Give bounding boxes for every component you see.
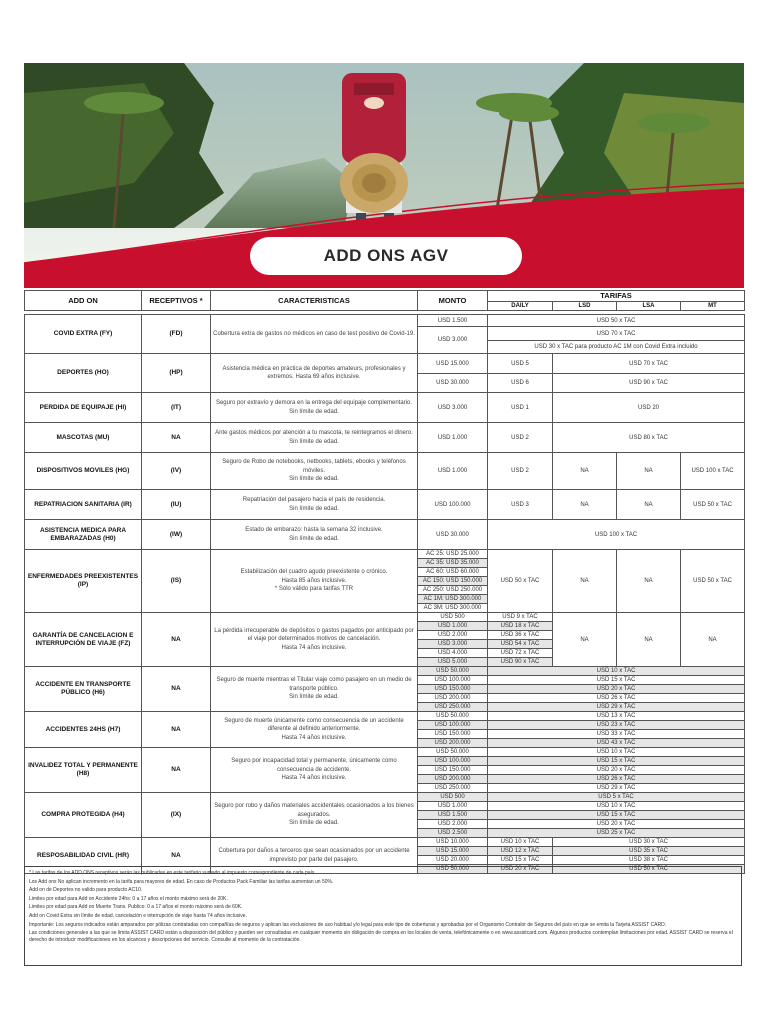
addon-name: COMPRA PROTEGIDA (H4) [25,793,142,838]
daily-cell: USD 10 x TAC [488,838,553,847]
lsd-cell: NA [553,613,617,667]
addon-description: Seguro por incapacidad total y permanente, únicamente como consecuencia de accidente. Hasta 74 años inclusive. [211,748,418,793]
monto-cell: USD 50.000 [418,865,488,874]
monto-cell: AC 250: USD 250.000 [418,586,488,595]
daily-cell: USD 50 x TAC [488,550,553,613]
tarifa-cell: USD 38 x TAC [553,856,745,865]
table-row [25,354,745,374]
monto-cell: AC 25: USD 25.000 [418,550,488,559]
monto-cell: USD 50.000 [418,748,488,757]
addon-description: Asistencia médica en práctica de deportes amateurs, profesionales y extremos. Hasta 69 años inclusive. [211,354,418,393]
daily-cell: USD 9 x TAC [488,613,553,622]
monto-cell: USD 100.000 [418,757,488,766]
note: Las condiciones generales a las que se limita ASSIST CARD están a disposición del público y pueden ser consultadas en cualquier momento sin obligación de compra en los locales de venta, telefónicamente o en www.assistcard.com. Algunos productos contemplan limitaciones por edad. ASSIST CARD se reserva el derecho de introducir modificaciones en los alcances y descripciones del servicio. Consulte al momento de la contratación. [29,930,733,943]
table-row [25,393,745,423]
col-header-lsd: LSD [553,302,617,311]
hero-banner [24,63,744,288]
monto-cell: USD 100.000 [418,676,488,685]
daily-cell: USD 12 x TAC [488,847,553,856]
monto-cell: AC 60: USD 60.000 [418,568,488,577]
monto-cell: USD 2.000 [418,820,488,829]
tarifa-cell: USD 15 x TAC [488,676,745,685]
monto-cell: USD 100.000 [418,721,488,730]
addon-description: Estado de embarazo: hasta la semana 32 inclusive. Sin límite de edad. [211,520,418,550]
monto-cell: USD 150.000 [418,685,488,694]
mt-cell: USD 100 x TAC [681,453,745,490]
addon-code: NA [142,423,211,453]
monto-cell: USD 200.000 [418,739,488,748]
monto-cell: USD 5.000 [418,658,488,667]
col-header-daily: DAILY [488,302,553,311]
tarifa-cell: USD 15 x TAC [488,757,745,766]
tarifa-cell: USD 70 x TAC [553,354,745,374]
tarifa-cell: USD 10 x TAC [488,748,745,757]
daily-cell: USD 3 [488,490,553,520]
table-row [25,838,745,847]
note: Importante: Los seguros indicados están amparados por pólizas contratadas con compañías de seguros y aplican las exclusiones de uso habitual y/o legal para este tipo de coberturas y aprobadas por el Organismo Contralor de Seguros del país en que se emita la Tarjeta ASSIST CARD. [29,921,667,928]
monto-cell: USD 3.000 [418,393,488,423]
addon-name: COVID EXTRA (FY) [25,315,142,354]
table-row [25,667,745,676]
col-header-mt: MT [681,302,745,311]
addon-name: ENFERMEDADES PREEXISTENTES (IP) [25,550,142,613]
addon-code: (IX) [142,793,211,838]
tarifa-cell: USD 80 x TAC [553,423,745,453]
monto-cell: USD 250.000 [418,784,488,793]
monto-cell: USD 30.000 [418,520,488,550]
tarifa-cell: USD 35 x TAC [553,847,745,856]
lsa-cell: NA [617,550,681,613]
addon-description: Seguro de muerte mientras el Titular viaje como pasajero en un medio de transporte público. Sin límite de edad. [211,667,418,712]
addon-code: NA [142,613,211,667]
monto-cell: USD 10.000 [418,838,488,847]
tarifa-cell: USD 23 x TAC [488,721,745,730]
monto-cell: USD 250.000 [418,703,488,712]
tarifa-cell: USD 43 x TAC [488,739,745,748]
addon-description: La pérdida irrecuperable de depósitos o gastos pagados por anticipado por el viaje por determinados motivos de cancelación. Hasta 74 años inclusive. [211,613,418,667]
addon-description: Estabilización del cuadro agudo preexistente o crónico. Hasta 85 años inclusive. * Sólo válido para tarifas TTR [211,550,418,613]
tarifa-cell: USD 50 x TAC [553,865,745,874]
addon-description: Seguro por extravío y demora en la entrega del equipaje complementario. Sin límite de edad. [211,393,418,423]
monto-cell: AC 3M: USD 300.000 [418,604,488,613]
monto-cell: AC 150: USD 150.000 [418,577,488,586]
mt-cell: NA [681,613,745,667]
table-row [25,550,745,559]
monto-cell: USD 1.000 [418,622,488,631]
tarifa-cell: USD 29 x TAC [488,703,745,712]
daily-cell: USD 5 [488,354,553,374]
daily-cell: USD 2 [488,423,553,453]
table-row [25,712,745,721]
monto-cell: USD 200.000 [418,775,488,784]
note: Los Add ons No aplican incremento en la tarifa para mayores de edad. En caso de Productos Pack Familiar las tarifas aumentan un 50%. [29,878,334,885]
daily-cell: USD 90 x TAC [488,658,553,667]
addon-name: INVALIDEZ TOTAL Y PERMANENTE (H8) [25,748,142,793]
tarifa-cell: USD 50 x TAC [488,315,745,327]
tarifa-cell: USD 20 x TAC [488,685,745,694]
addon-description: Cobertura por daños a terceros que sean ocasionados por un accidente imprevisto por parte del pasajero. [211,838,418,874]
monto-cell: USD 4.000 [418,649,488,658]
col-header-caracteristicas: CARACTERISTICAS [211,291,418,311]
note: Add on Covid Extra sin límite de edad, cancelación e interrupción de viaje hasta 74 años inclusive. [29,912,247,919]
note: Limites por edad para Add on Muerte Trans. Publico: 0 a 17 años el monto máximo será de 60K. [29,904,243,911]
tarifa-cell: USD 25 x TAC [488,829,745,838]
lsa-cell: NA [617,490,681,520]
add-ons-table [24,290,745,874]
addon-code: (IU) [142,490,211,520]
addon-code: (IS) [142,550,211,613]
monto-cell: USD 1.000 [418,802,488,811]
table-row [25,490,745,520]
daily-cell: USD 1 [488,393,553,423]
col-header-receptivos: RECEPTIVOS * [142,291,211,311]
monto-cell: USD 50.000 [418,712,488,721]
table-row [25,793,745,802]
lsd-cell: NA [553,453,617,490]
tarifa-cell: USD 70 x TAC [488,327,745,341]
monto-cell: USD 1.500 [418,811,488,820]
addon-description: Seguro de Robo de notebooks, netbooks, tablets, ebooks y teléfonos móviles. Sin límite de edad. [211,453,418,490]
tarifa-cell: USD 20 x TAC [488,820,745,829]
addon-name: ASISTENCIA MEDICA PARA EMBARAZADAS (H0) [25,520,142,550]
tarifa-cell: USD 30 x TAC para producto AC 1M con Covid Extra incluido [488,341,745,354]
addon-code: NA [142,838,211,874]
tarifa-cell: USD 5 x TAC [488,793,745,802]
addon-code: (IW) [142,520,211,550]
table-row [25,748,745,757]
note: Limites por edad para Add on Accidente 24hs: 0 a 17 años el monto máximo será de 20K. [29,895,228,902]
addon-description: Seguro de muerte únicamente como consecuencia de un accidente diferente al definido anteriormente. Hasta 74 años inclusive. [211,712,418,748]
addon-code: (HP) [142,354,211,393]
addon-name: MASCOTAS (MU) [25,423,142,453]
addon-code: (IT) [142,393,211,423]
monto-cell: USD 500 [418,793,488,802]
monto-cell: USD 100.000 [418,490,488,520]
addon-code: (FD) [142,315,211,354]
addon-name: ACCIDENTE EN TRANSPORTE PÚBLICO (H6) [25,667,142,712]
mt-cell: USD 50 x TAC [681,550,745,613]
monto-cell: USD 2.000 [418,631,488,640]
mt-cell: USD 50 x TAC [681,490,745,520]
addon-description: Ante gastos médicos por atención a tu mascota, te reintegramos el dinero. Sin límite de edad. [211,423,418,453]
table-row [25,613,745,622]
lsa-cell: NA [617,453,681,490]
tarifa-cell: USD 26 x TAC [488,694,745,703]
tarifa-cell: USD 10 x TAC [488,667,745,676]
tarifa-cell: USD 15 x TAC [488,811,745,820]
monto-cell: USD 2.500 [418,829,488,838]
monto-cell: USD 3.000 [418,327,488,354]
monto-cell: USD 1.000 [418,453,488,490]
tarifa-cell: USD 90 x TAC [553,374,745,393]
monto-cell: USD 200.000 [418,694,488,703]
note: Add on de Deportes no valido para producto AC10. [29,887,143,894]
col-header-lsa: LSA [617,302,681,311]
tarifa-cell: USD 10 x TAC [488,802,745,811]
addon-description: Seguro por robo y daños materiales accidentales ocasionados a los bienes asegurados. Sin límite de edad. [211,793,418,838]
col-header-tarifas: TARIFAS [488,291,745,302]
addon-name: DEPORTES (HO) [25,354,142,393]
table-row [25,423,745,453]
monto-cell: USD 15.000 [418,354,488,374]
addon-name: RESPOSABILIDAD CIVIL (HR) [25,838,142,874]
tarifa-cell: USD 26 x TAC [488,775,745,784]
daily-cell: USD 15 x TAC [488,856,553,865]
addon-name: ACCIDENTES 24HS (H7) [25,712,142,748]
monto-cell: USD 15.000 [418,847,488,856]
monto-cell: USD 150.000 [418,730,488,739]
monto-cell: USD 500 [418,613,488,622]
addon-code: (IV) [142,453,211,490]
addon-code: NA [142,667,211,712]
col-header-monto: MONTO [418,291,488,311]
addon-name: REPATRIACION SANITARIA (IR) [25,490,142,520]
tarifa-cell: USD 33 x TAC [488,730,745,739]
lsd-cell: NA [553,550,617,613]
tarifa-cell: USD 20 x TAC [488,766,745,775]
note: * Las tarifas de los ADD ONS receptivos serán las publicadas en este tarifario sumado al impuesto correspondiente de cada país. [29,870,316,876]
addon-description: Repatriación del pasajero hacia el país de residencia. Sin límite de edad. [211,490,418,520]
lsa-cell: NA [617,613,681,667]
daily-cell: USD 72 x TAC [488,649,553,658]
addon-description: Cobertura extra de gastos no médicos en caso de test positivo de Covid-19. [211,315,418,354]
monto-cell: AC 35: USD 35.000 [418,559,488,568]
daily-cell: USD 6 [488,374,553,393]
monto-cell: USD 1.000 [418,423,488,453]
addon-name: DISPOSITIVOS MOVILES (HG) [25,453,142,490]
addon-name: GARANTÍA DE CANCELACION E INTERRUPCIÓN DE VIAJE (FZ) [25,613,142,667]
page-title: ADD ONS AGV [250,237,522,275]
table-row [25,520,745,550]
table-row [25,315,745,327]
daily-cell: USD 20 x TAC [488,865,553,874]
monto-cell: USD 20.000 [418,856,488,865]
tarifa-cell: USD 29 x TAC [488,784,745,793]
daily-cell: USD 54 x TAC [488,640,553,649]
monto-cell: USD 150.000 [418,766,488,775]
tarifa-cell: USD 100 x TAC [488,520,745,550]
monto-cell: USD 1.500 [418,315,488,327]
addon-name: PERDIDA DE EQUIPAJE (HI) [25,393,142,423]
tarifa-cell: USD 30 x TAC [553,838,745,847]
addon-code: NA [142,748,211,793]
col-header-add-on: ADD ON [25,291,142,311]
lsd-cell: NA [553,490,617,520]
addon-code: NA [142,712,211,748]
monto-cell: USD 50.000 [418,667,488,676]
daily-cell: USD 18 x TAC [488,622,553,631]
daily-cell: USD 36 x TAC [488,631,553,640]
footnotes [24,866,742,966]
tarifa-cell: USD 13 x TAC [488,712,745,721]
monto-cell: AC 1M: USD 300.000 [418,595,488,604]
daily-cell: USD 2 [488,453,553,490]
table-row [25,453,745,490]
tarifa-cell: USD 20 [553,393,745,423]
monto-cell: USD 30.000 [418,374,488,393]
monto-cell: USD 3.000 [418,640,488,649]
